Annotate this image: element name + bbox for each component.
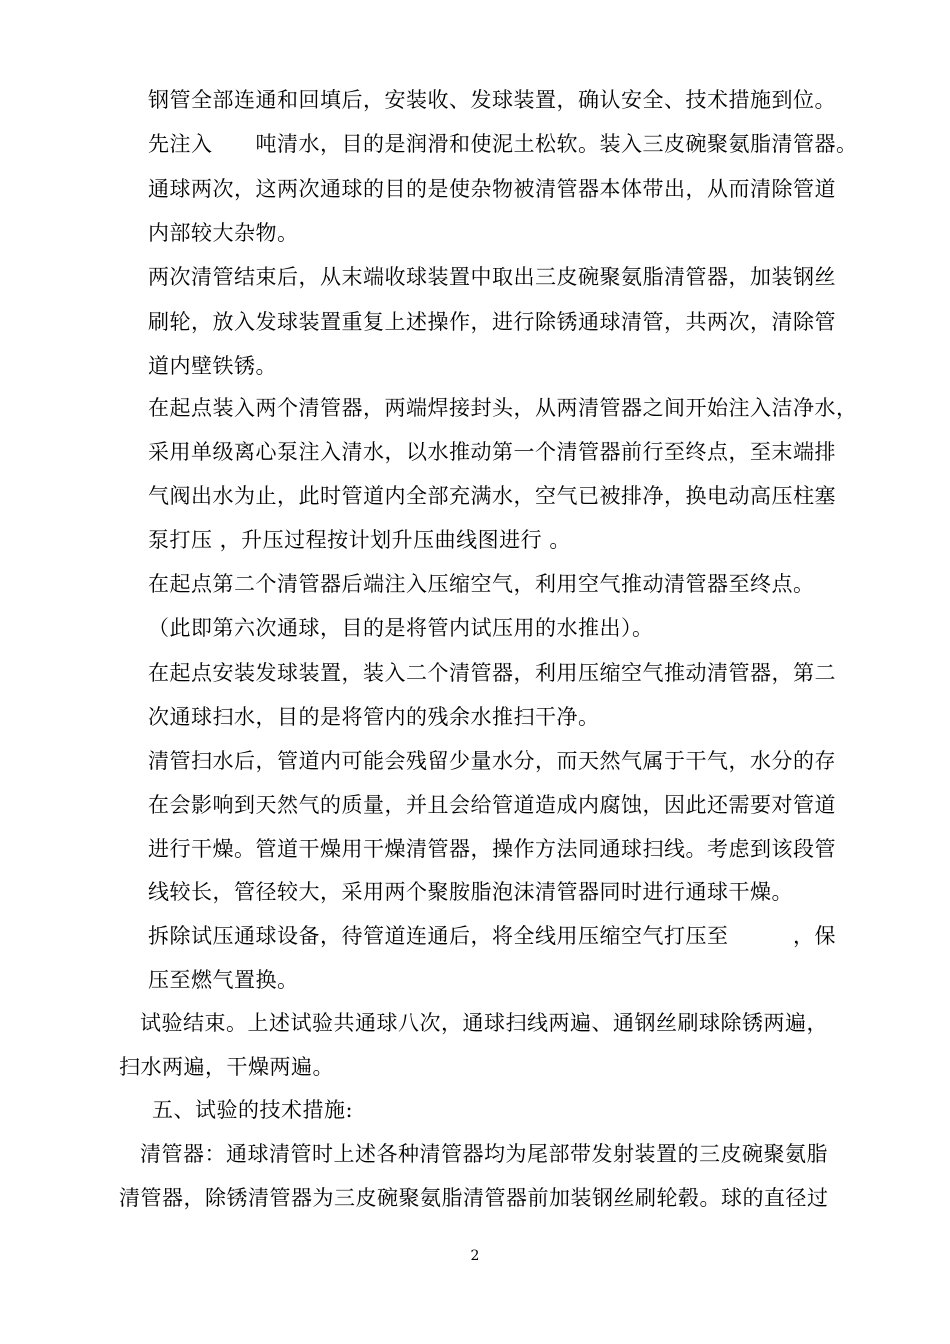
text-line: 钢管全部连通和回填后，安装收、发球装置，确认安全、技术措施到位。 bbox=[148, 88, 836, 112]
text-line: 清管器：通球清管时上述各种清管器均为尾部带发射装置的三皮碗聚氨脂 bbox=[140, 1142, 828, 1166]
text-line: 在起点第二个清管器后端注入压缩空气，利用空气推动清管器至终点。 bbox=[148, 572, 815, 596]
text-line: 内部较大杂物。 bbox=[148, 221, 299, 245]
text-line: 扫水两遍，干燥两遍。 bbox=[119, 1055, 334, 1079]
text-line: 清管扫水后，管道内可能会残留少量水分，而天然气属于干气，水分的存 bbox=[148, 749, 836, 773]
text-line: （此即第六次通球，目的是将管内试压用的水推出）。 bbox=[148, 616, 654, 640]
text-line: 道内壁铁锈。 bbox=[148, 354, 277, 378]
text-line: 泵打压 ，升压过程按计划升压曲线图进行 。 bbox=[148, 528, 571, 552]
text-line: 次通球扫水，目的是将管内的残余水推扫干净。 bbox=[148, 705, 600, 729]
text-line: 清管器，除锈清管器为三皮碗聚氨脂清管器前加装钢丝刷轮毂。球的直径过 bbox=[119, 1186, 829, 1210]
text-line: 两次清管结束后，从末端收球装置中取出三皮碗聚氨脂清管器，加装钢丝 bbox=[148, 265, 836, 289]
text-line: 采用单级离心泵注入清水，以水推动第一个清管器前行至终点，至末端排 bbox=[148, 440, 836, 464]
text-line: 压至燃气置换。 bbox=[148, 968, 299, 992]
text-line: 在起点安装发球装置，装入二个清管器，利用压缩空气推动清管器，第二 bbox=[148, 661, 836, 685]
text-line: 拆除试压通球设备，待管道连通后，将全线用压缩空气打压至 ，保 bbox=[148, 924, 836, 948]
text-line: 先注入 吨清水，目的是润滑和使泥土松软。装入三皮碗聚氨脂清管器。 bbox=[148, 132, 858, 156]
text-line: 气阀出水为止，此时管道内全部充满水，空气已被排净，换电动高压柱塞 bbox=[148, 484, 836, 508]
page-number: 2 bbox=[470, 1248, 480, 1264]
section-heading: 五、试验的技术措施: bbox=[152, 1098, 354, 1122]
text-line: 在会影响到天然气的质量，并且会给管道造成内腐蚀，因此还需要对管道 bbox=[148, 793, 836, 817]
text-line: 试验结束。上述试验共通球八次，通球扫线两遍、通钢丝刷球除锈两遍， bbox=[140, 1011, 828, 1035]
text-line: 进行干燥。管道干燥用干燥清管器，操作方法同通球扫线。考虑到该段管 bbox=[148, 837, 836, 861]
text-line: 刷轮，放入发球装置重复上述操作，进行除锈通球清管，共两次，清除管 bbox=[148, 310, 836, 334]
text-line: 线较长，管径较大，采用两个聚胺脂泡沫清管器同时进行通球干燥。 bbox=[148, 880, 793, 904]
text-line: 在起点装入两个清管器，两端焊接封头，从两清管器之间开始注入洁净水， bbox=[148, 396, 858, 420]
text-line: 通球两次，这两次通球的目的是使杂物被清管器本体带出，从而清除管道 bbox=[148, 177, 836, 201]
